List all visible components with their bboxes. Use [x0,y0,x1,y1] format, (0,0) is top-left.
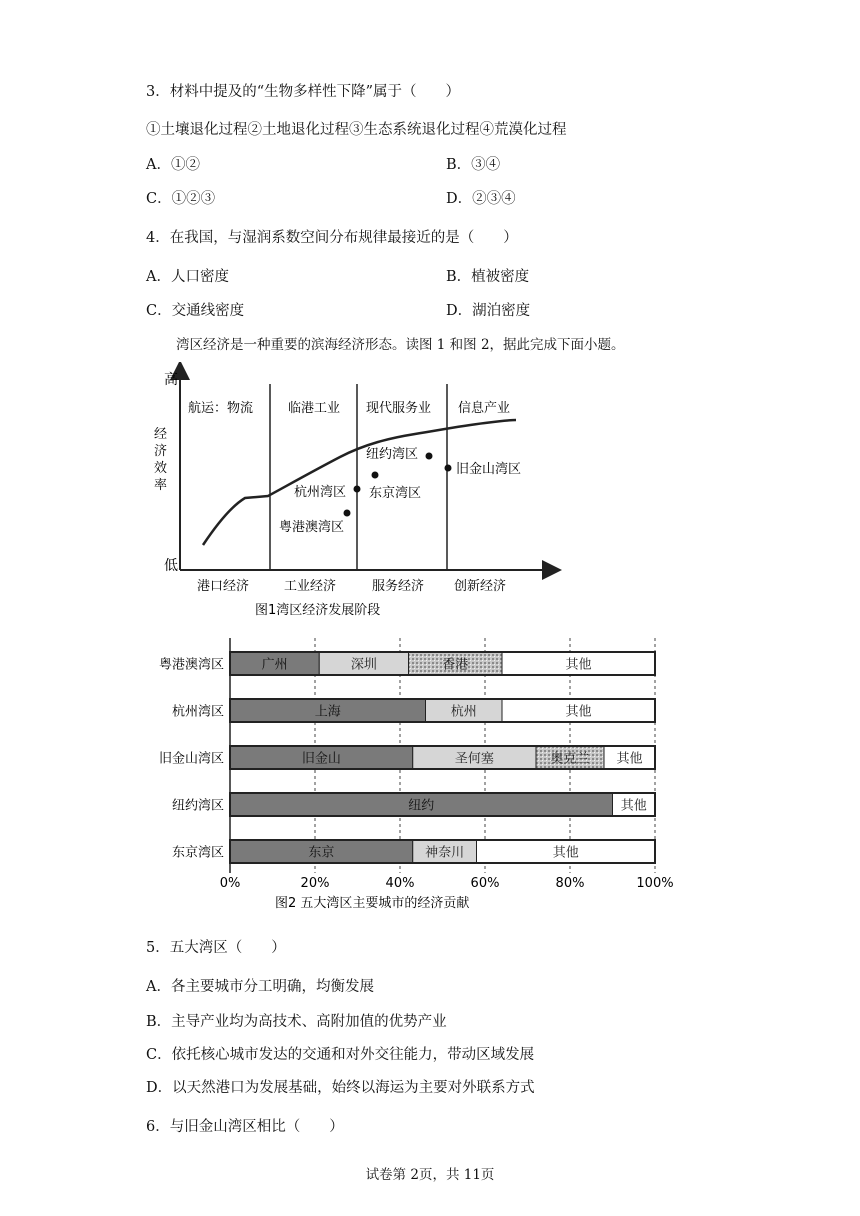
segment-label: 纽约 [408,798,435,814]
segment-label: 其他 [616,751,643,767]
reading-intro: 湾区经济是一种重要的滨海经济形态。读图 1 和图 2，据此完成下面小题。 [176,337,625,353]
y-label-4: 率 [154,478,168,493]
q5-option-a: A．各主要城市分工明确，均衡发展 [146,979,374,995]
q4-option-d: D．湖泊密度 [446,303,531,319]
row-label: 旧金山湾区 [158,751,224,767]
point-sf [445,465,452,472]
x-tick-label: 80% [555,876,585,891]
q3-items: ①土壤退化过程②土地退化过程③生态系统退化过程④荒漠化过程 [146,122,567,138]
x-tick-label: 20% [300,876,330,891]
segment-label: 其他 [552,845,579,861]
q4-option-b: B．植被密度 [446,269,530,285]
segment-label: 东京 [308,845,335,861]
point-label: 旧金山湾区 [456,462,522,477]
point-label: 纽约湾区 [366,447,419,462]
page-footer: 试卷第 2页，共 11页 [365,1167,495,1183]
figure-2-stacked-bar-chart [140,630,680,920]
point-tokyo [372,472,379,479]
y-label-2: 济 [154,444,168,459]
point-label: 东京湾区 [369,486,422,501]
y-label-3: 效 [154,461,168,476]
q6-stem: 6．与旧金山湾区相比（ ） [146,1119,344,1135]
point-hangzhou [354,486,361,493]
industry-label: 临港工业 [288,401,341,416]
industry-label: 现代服务业 [366,401,432,416]
segment-label: 杭州 [450,704,477,720]
q3-option-d: D．②③④ [446,191,516,207]
y-low-label: 低 [164,558,178,574]
point-label: 杭州湾区 [294,485,347,500]
x-tick-label: 40% [385,876,415,891]
segment-label: 其他 [565,657,592,673]
x-tick-label: 0% [219,876,241,891]
row-label: 东京湾区 [171,845,224,861]
segment-label: 香港 [442,657,469,673]
figure-1-stage-diagram [140,362,570,624]
row-label: 纽约湾区 [171,798,224,814]
stage-label: 工业经济 [284,579,337,594]
point-gba [344,510,351,517]
y-label-1: 经 [154,427,168,442]
q3-option-a: A．①② [146,157,200,173]
stage-label: 港口经济 [197,579,250,594]
q5-option-b: B．主导产业均为高技术、高附加值的优势产业 [146,1014,447,1030]
segment-label: 神奈川 [425,845,465,861]
row-label: 杭州湾区 [171,704,224,720]
point-nanjing [426,453,433,460]
q4-option-c: C．交通线密度 [146,303,245,319]
q5-option-c: C．依托核心城市发达的交通和对外交往能力，带动区域发展 [146,1047,535,1063]
stage-label: 服务经济 [372,579,425,594]
figure-1-caption: 图1湾区经济发展阶段 [255,603,381,618]
segment-label: 深圳 [350,657,377,673]
q3-option-b: B．③④ [446,157,501,173]
industry-label: 信息产业 [458,401,511,416]
q5-stem: 5．五大湾区（ ） [146,940,286,956]
efficiency-curve [203,420,516,545]
segment-label: 旧金山 [301,751,341,767]
point-label: 粤港澳湾区 [279,520,345,535]
segment-label: 其他 [620,798,647,814]
q5-option-d: D．以天然港口为发展基础，始终以海运为主要对外联系方式 [146,1080,535,1096]
q4-stem: 4．在我国，与湿润系数空间分布规律最接近的是（ ） [146,230,518,246]
x-tick-label: 100% [636,876,674,891]
x-tick-label: 60% [470,876,500,891]
industry-label: 航运：物流 [188,401,254,416]
q4-option-a: A．人口密度 [146,269,229,285]
segment-label: 圣何塞 [454,751,494,767]
segment-label: 广州 [261,657,288,673]
q3-stem: 3．材料中提及的“生物多样性下降”属于（ ） [146,84,461,100]
q3-option-c: C．①②③ [146,191,216,207]
stage-label: 创新经济 [454,579,507,594]
segment-label: 奥克兰 [550,751,590,767]
segment-label: 其他 [565,704,592,720]
figure-2-caption: 图2 五大湾区主要城市的经济贡献 [275,896,470,911]
segment-label: 上海 [314,704,341,720]
row-label: 粤港澳湾区 [158,657,224,673]
y-high-label: 高 [164,372,178,388]
